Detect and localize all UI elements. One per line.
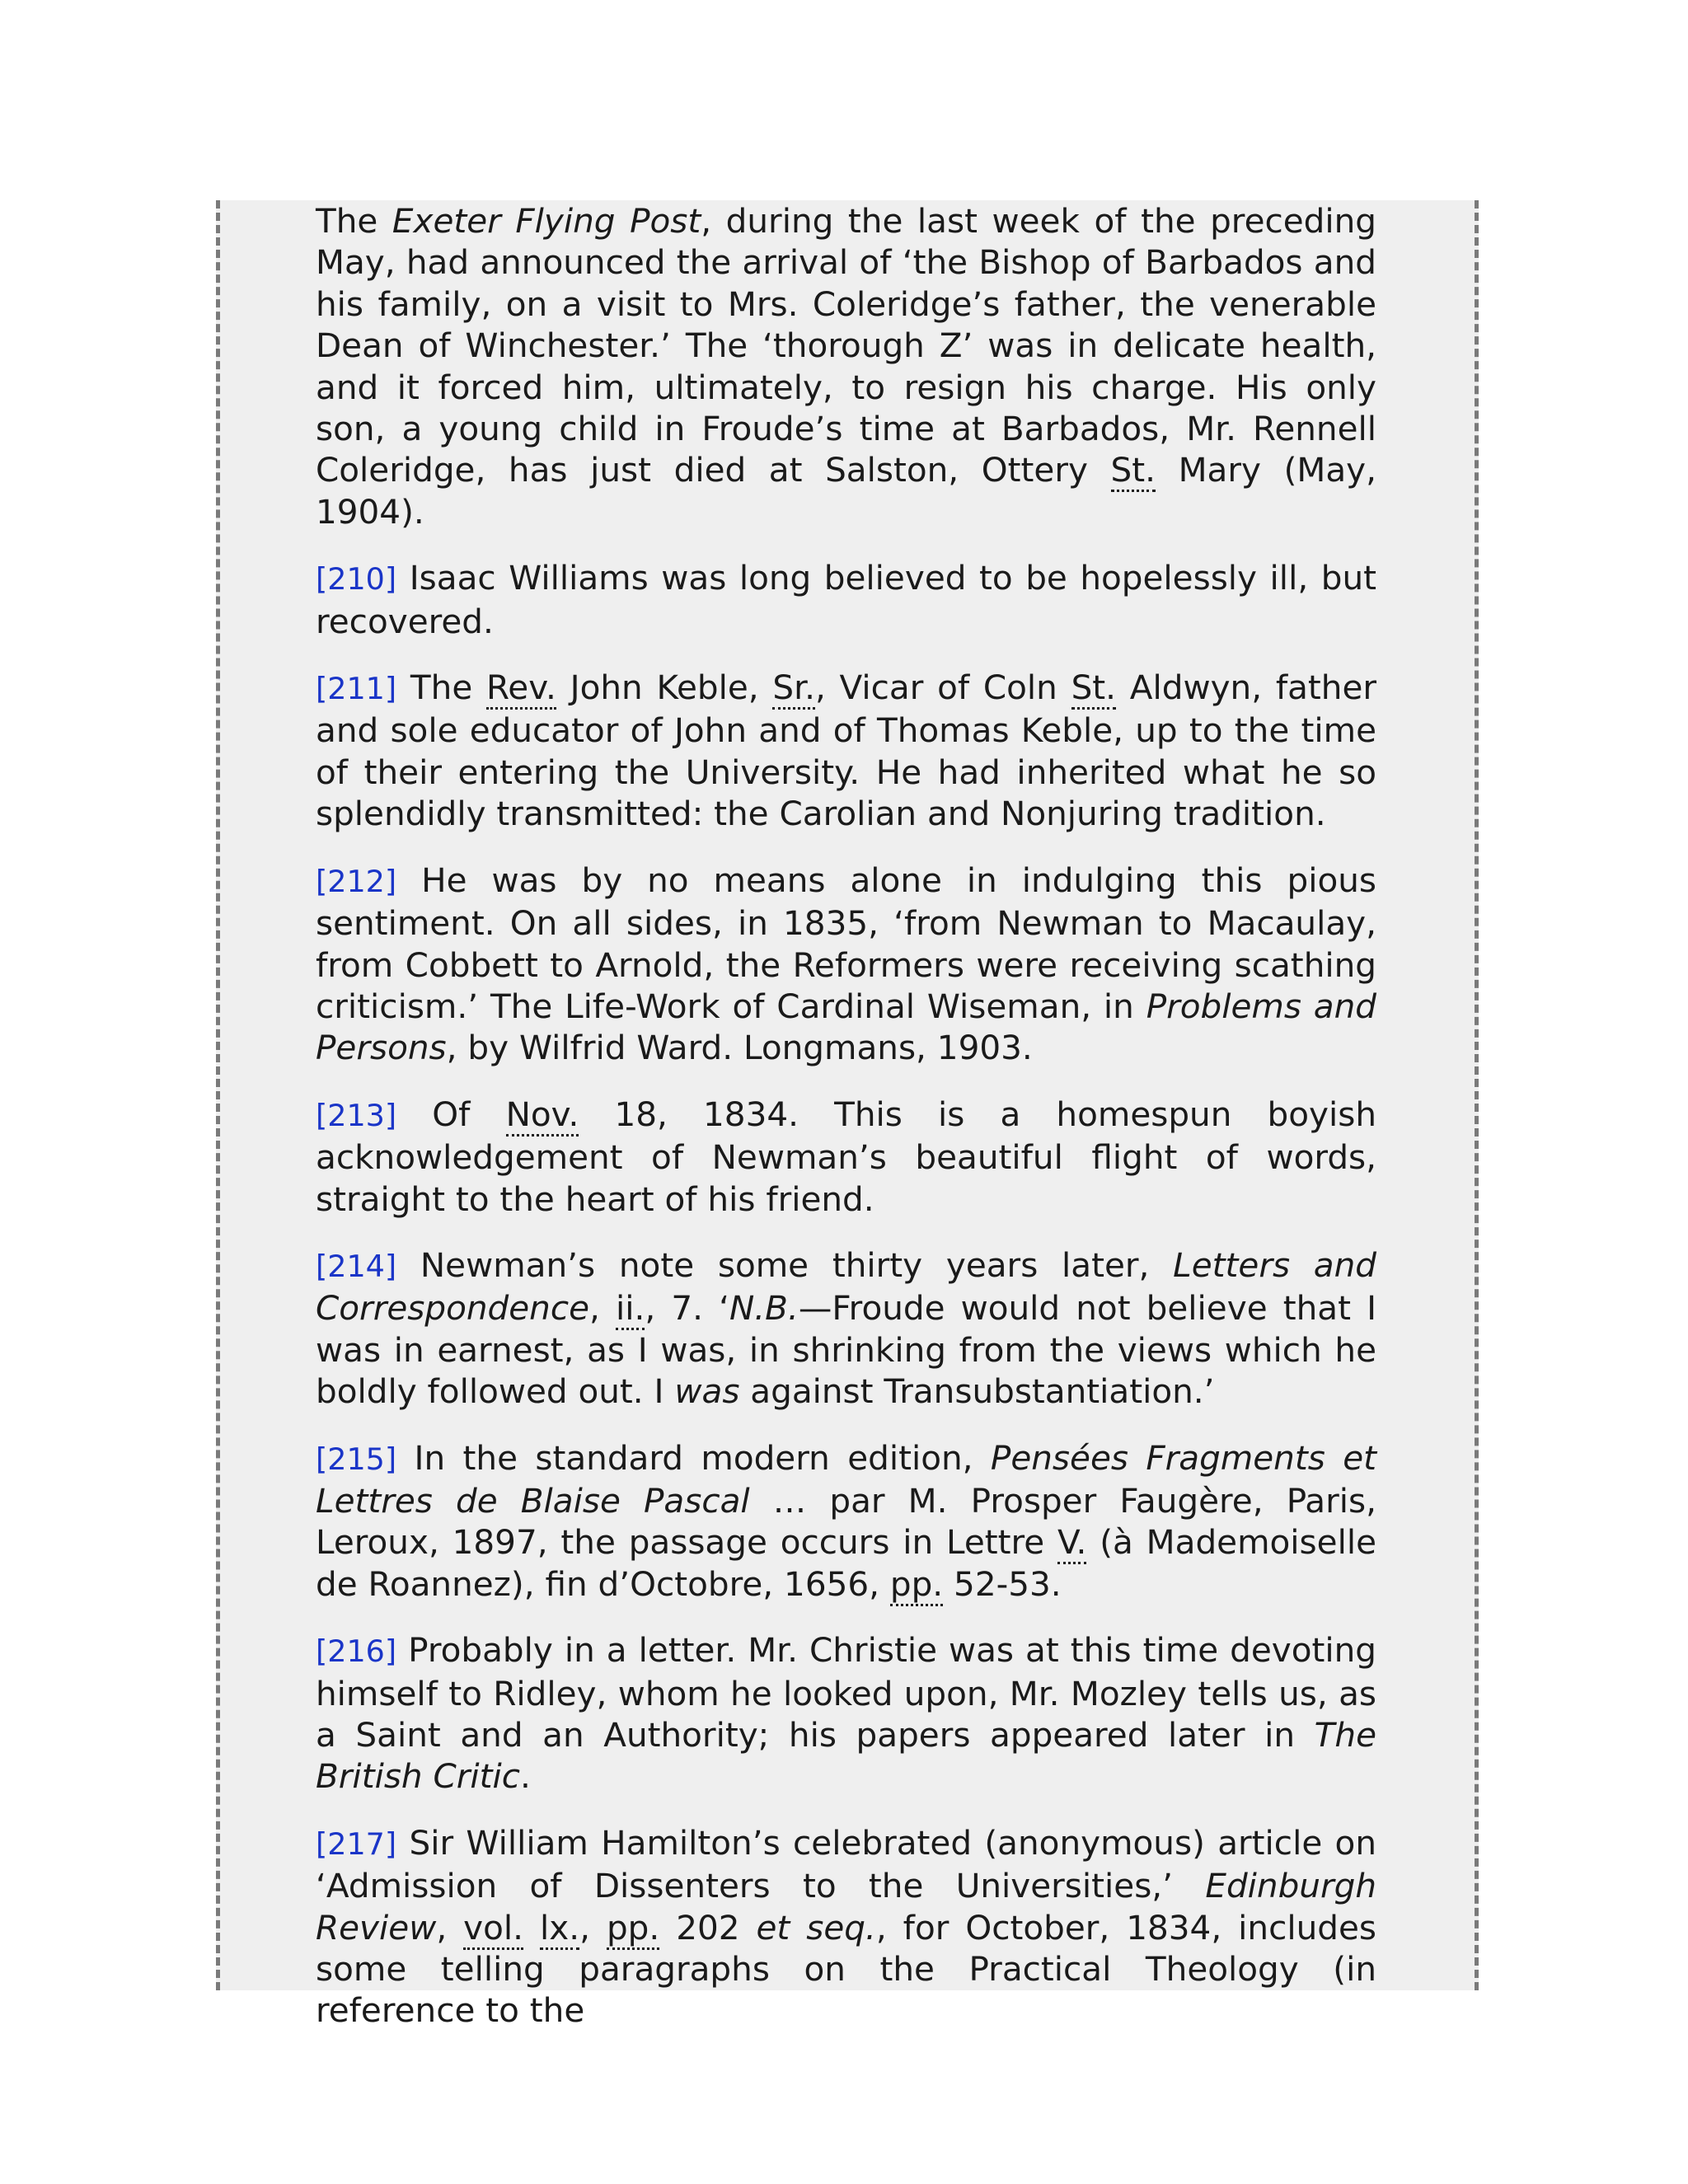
text-segment: 18, 1834. This is a homespun boyish acknowledgement of Newman’s beautiful flight of words, straight to the heart of his friend. — [316, 1094, 1377, 1219]
footnote-ref-link[interactable]: [216] — [316, 1633, 397, 1670]
footnotes-text — [316, 200, 1376, 2056]
text-segment: , by Wilfrid Ward. Longmans, 1903. — [446, 1028, 1033, 1068]
text-segment: , — [589, 1288, 616, 1329]
footnote-213 — [316, 1094, 1376, 1220]
text-segment: … par M. Prosper Faugère, Paris, Leroux, 1897, the passage occurs in Lettre — [316, 1480, 1376, 1563]
text-segment: . — [520, 1756, 531, 1797]
text-segment: In the standard modern edition, — [414, 1437, 991, 1478]
abbreviation: pp. — [890, 1564, 943, 1606]
footnote-217 — [316, 1822, 1376, 2032]
abbreviation: Nov. — [506, 1094, 579, 1137]
footnote-ref-link[interactable]: [213] — [316, 1097, 397, 1133]
text-segment: , during the last week of the preceding May, had announced the arrival of ‘the Bishop of Barbados and his family, on a visit to Mrs. Coleridge’s father, the venerable Dean of Winchester.’ The ‘thorough Z’ was in delicate health, and it forced him, ultimately, to resign his charge. His only son, a young child in Froude’s time at Barbados, Mr. Rennell Coleridge, has just died at Salston, Ottery — [316, 201, 1377, 490]
text-segment: He was by no means alone in indulging this pious sentiment. On all sides, in 1835, ‘from Newman to Macaulay, from Cobbett to Arnold, the Reformers were receiving scathing criticism.’ The Life-Work of Cardinal Wiseman, in — [316, 860, 1377, 1026]
text-segment: , for October, 1834, includes some telling paragraphs on the Practical Theology (in reference to the — [316, 1907, 1376, 2031]
footnote-ref-link[interactable]: [217] — [316, 1825, 397, 1862]
text-segment: The — [316, 201, 392, 241]
text-segment: Isaac Williams was long believed to be hopelessly ill, but recovered. — [316, 558, 1376, 641]
footnote-210 — [316, 557, 1376, 642]
footnote-212 — [316, 860, 1376, 1069]
text-segment: The — [410, 668, 486, 708]
text-segment: John Keble, — [556, 668, 773, 708]
footnote-211 — [316, 667, 1376, 835]
footnote-ref-link[interactable]: [215] — [316, 1441, 397, 1477]
text-segment — [523, 1908, 540, 1947]
italic-text: N.B. — [729, 1288, 799, 1329]
italic-text: Exeter Flying Post — [392, 201, 701, 241]
footnote-216 — [316, 1629, 1376, 1797]
text-segment: Mary (May, 1904). — [316, 450, 1376, 532]
footnote-ref-link[interactable]: [212] — [316, 863, 397, 899]
abbreviation: lx. — [540, 1908, 579, 1950]
text-segment: Sir William Hamilton’s celebrated (anonymous) article on ‘Admission of Dissenters to the Universities,’ — [316, 1822, 1377, 1906]
abbreviation: Sr. — [772, 668, 815, 710]
text-segment: , Vicar of Coln — [814, 668, 1071, 708]
abbreviation: V. — [1057, 1522, 1086, 1564]
text-segment: against Transubstantiation.’ — [739, 1371, 1215, 1412]
abbreviation: ii. — [616, 1288, 645, 1330]
abbreviation: St. — [1071, 668, 1116, 710]
text-segment: Newman’s note some thirty years later, — [420, 1244, 1174, 1285]
text-segment: —Froude would not believe that I was in earnest, as I was, in shrinking from the views which he boldly followed out. I — [316, 1288, 1377, 1412]
italic-text: Pensées Fragments et Lettres de Blaise Pascal — [316, 1437, 1376, 1521]
italic-text: Problems and Persons — [316, 986, 1376, 1068]
italic-text: Letters and Correspondence — [316, 1244, 1376, 1329]
abbreviation: Rev. — [486, 668, 556, 710]
abbreviation: St. — [1111, 450, 1156, 492]
footnote-ref-link[interactable]: [214] — [316, 1248, 397, 1284]
text-segment: 202 — [659, 1907, 757, 1947]
italic-text: et seq. — [756, 1907, 876, 1947]
abbreviation: vol. — [463, 1908, 523, 1950]
footnote-ref-link[interactable]: [210] — [316, 561, 397, 598]
footnote-214 — [316, 1244, 1376, 1413]
text-segment: , — [579, 1907, 607, 1947]
abbreviation: pp. — [607, 1908, 659, 1950]
text-segment: (à Mademoiselle de Roannez), fin d’Octobre, 1656, — [316, 1522, 1376, 1604]
text-segment: Of — [432, 1094, 506, 1134]
italic-text: The British Critic — [316, 1715, 1376, 1797]
text-segment: Aldwyn, father and sole educator of John and of Thomas Keble, up to the time of their entering the University. He had inherited what he so splendidly transmitted: the Carolian and Nonjuring tradition. — [316, 668, 1377, 834]
text-segment: Probably in a letter. Mr. Christie was at this time devoting himself to Ridley, whom he looked upon, Mr. Mozley tells us, as a Saint and an Authority; his papers appeared later in — [316, 1630, 1376, 1755]
footnote-continuation — [316, 200, 1376, 532]
italic-text: was — [674, 1371, 740, 1412]
italic-text: Edinburgh Review — [316, 1866, 1376, 1947]
text-segment: , — [436, 1907, 464, 1947]
text-segment: 52-53. — [943, 1563, 1062, 1604]
footnote-215 — [316, 1437, 1376, 1605]
footnote-ref-link[interactable]: [211] — [316, 671, 397, 707]
text-segment: , 7. ‘ — [645, 1288, 729, 1329]
